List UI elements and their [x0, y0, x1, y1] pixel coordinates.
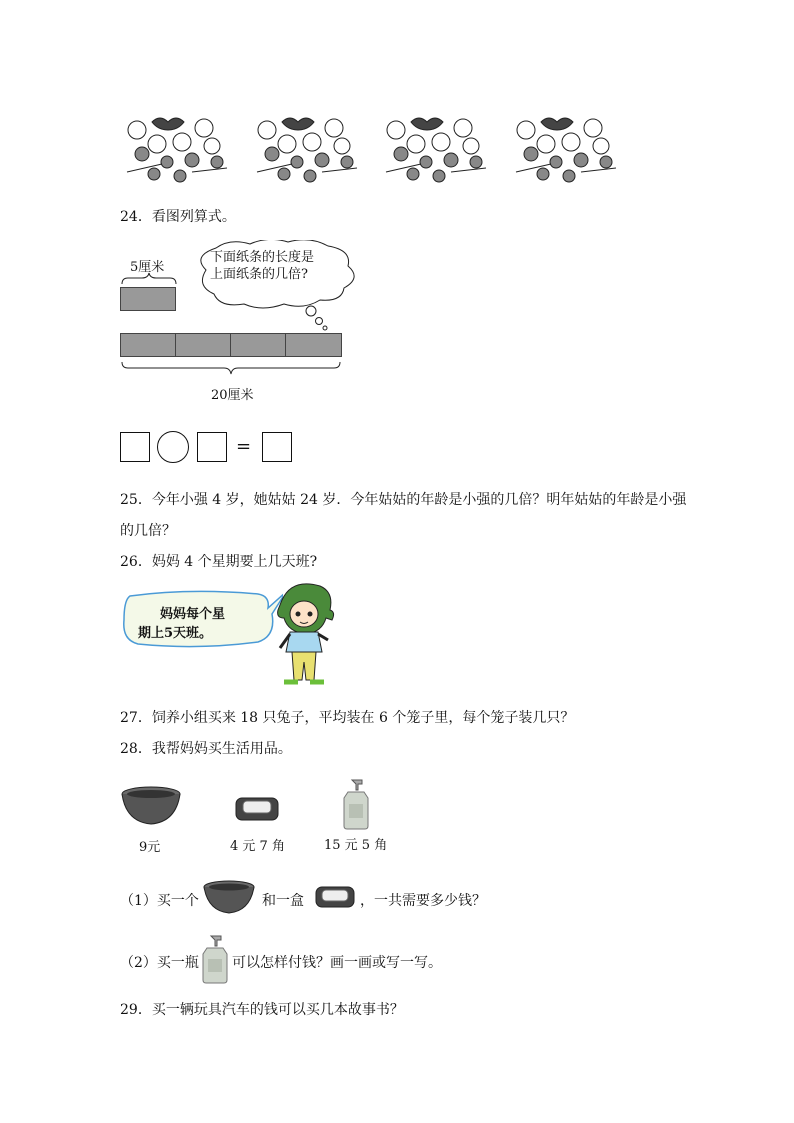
bottle-image — [340, 778, 372, 830]
flower-cluster-image — [381, 112, 491, 184]
soap-price: 4 元 7 角 — [230, 839, 285, 854]
flower-cluster-image — [122, 112, 232, 184]
q28-sub2-start: （2）买一瓶 — [120, 955, 199, 971]
q25-line1: 25．今年小强 4 岁，她姑姑 24 岁．今年姑姑的年龄是小强的几倍？明年姑姑的年龄是小强 — [120, 492, 687, 508]
bubble-text-2: 期上5天班。 — [138, 626, 213, 641]
bowl-image — [120, 786, 182, 828]
q28-sub1-mid: 和一盒 — [262, 893, 304, 909]
bubble-text-1: 妈妈每个星 — [160, 607, 226, 622]
top-strip-label: 5厘米 — [130, 260, 165, 275]
bottom-strip-label: 20厘米 — [211, 388, 254, 403]
q28-sub1-end: ，一共需要多少钱？ — [360, 893, 486, 909]
answer-box[interactable] — [197, 432, 227, 462]
bowl-icon — [202, 880, 256, 916]
q28-sub2-end: 可以怎样付钱？画一画或写一写。 — [232, 955, 442, 971]
q26-title: 26．妈妈 4 个星期要上几天班? — [120, 554, 318, 570]
top-strip — [120, 287, 176, 311]
boy-cartoon-image — [272, 580, 336, 692]
q27-title: 27．饲养小组买来 18 只兔子，平均装在 6 个笼子里，每个笼子装几只？ — [120, 710, 575, 726]
thought-text-1: 下面纸条的长度是 — [210, 250, 315, 265]
thought-text-2: 上面纸条的几倍? — [210, 267, 308, 282]
soap-box-icon — [314, 882, 356, 912]
bottom-strip — [120, 333, 342, 357]
q24-title: 24．看图列算式。 — [120, 209, 236, 225]
flower-cluster-image — [252, 112, 362, 184]
answer-box[interactable] — [120, 432, 150, 462]
q28-title: 28．我帮妈妈买生活用品。 — [120, 741, 292, 757]
soap-box-image — [234, 792, 280, 824]
bowl-price: 9元 — [139, 840, 161, 855]
top-brace — [120, 272, 178, 286]
bottle-price: 15 元 5 角 — [324, 838, 388, 853]
bottom-brace — [120, 360, 344, 376]
flower-cluster-image — [511, 112, 621, 184]
operator-circle[interactable] — [157, 431, 189, 463]
q29-title: 29．买一辆玩具汽车的钱可以买几本故事书？ — [120, 1002, 404, 1018]
bottle-icon — [200, 934, 230, 984]
q25-line2: 的几倍？ — [120, 523, 176, 539]
answer-box[interactable] — [262, 432, 292, 462]
q28-sub1-start: （1）买一个 — [120, 893, 199, 909]
equals-sign: = — [236, 436, 252, 457]
